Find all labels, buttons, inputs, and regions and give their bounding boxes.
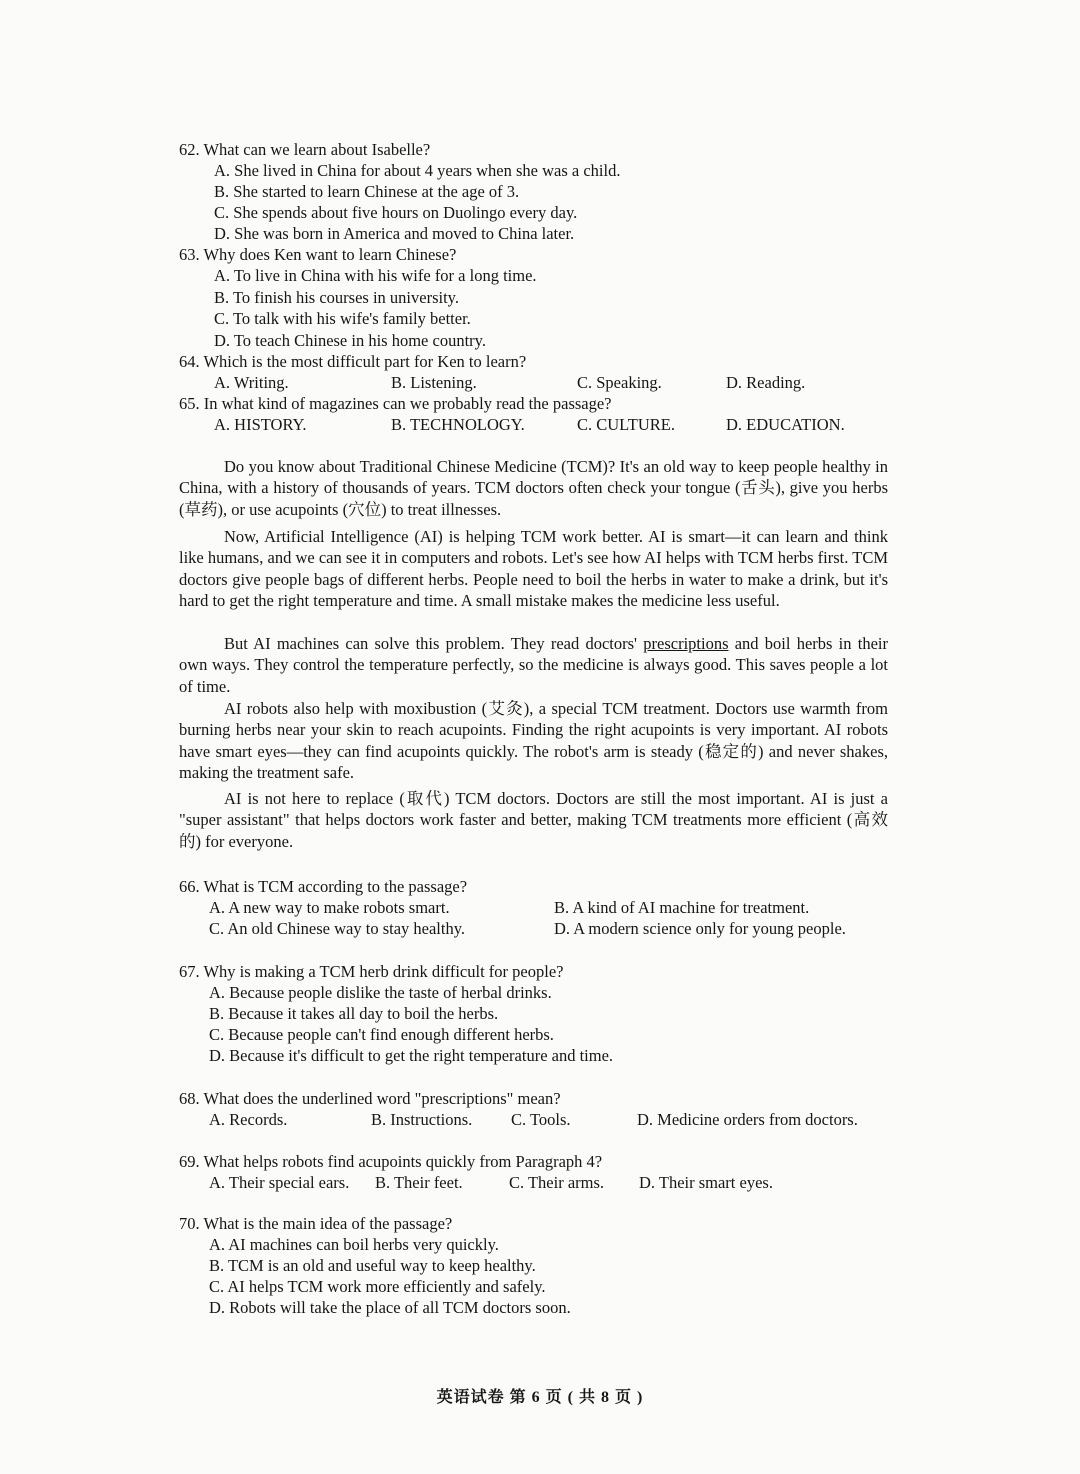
question-70-option-c: C. AI helps TCM work more efficiently and safely. — [209, 1277, 546, 1296]
question-67-option-b: B. Because it takes all day to boil the herbs. — [209, 1004, 499, 1023]
question-68-option-d: D. Medicine orders from doctors. — [637, 1110, 858, 1129]
question-65-option-a: A. HISTORY. — [214, 415, 307, 434]
question-70-option-d: D. Robots will take the place of all TCM doctors soon. — [209, 1298, 571, 1317]
question-68-option-c: C. Tools. — [511, 1110, 571, 1129]
question-62-option-c: C. She spends about five hours on Duolingo every day. — [214, 203, 578, 222]
passage-paragraph-3 — [179, 633, 888, 697]
question-69-stem: 69. What helps robots find acupoints quickly from Paragraph 4? — [179, 1152, 603, 1171]
question-64-option-c: C. Speaking. — [577, 373, 662, 392]
question-66-option-b: B. A kind of AI machine for treatment. — [554, 898, 810, 917]
question-65-option-c: C. CULTURE. — [577, 415, 675, 434]
question-66-option-c: C. An old Chinese way to stay healthy. — [209, 919, 466, 938]
question-69-option-a: A. Their special ears. — [209, 1173, 350, 1192]
question-70-stem: 70. What is the main idea of the passage? — [179, 1214, 453, 1233]
question-63-stem: 63. Why does Ken want to learn Chinese? — [179, 245, 457, 264]
question-62-option-a: A. She lived in China for about 4 years when she was a child. — [214, 161, 621, 180]
question-67-option-c: C. Because people can't find enough different herbs. — [209, 1025, 554, 1044]
question-69-option-d: D. Their smart eyes. — [639, 1173, 773, 1192]
question-68-option-a: A. Records. — [209, 1110, 288, 1129]
question-62-stem: 62. What can we learn about Isabelle? — [179, 140, 431, 159]
question-69-option-b: B. Their feet. — [375, 1173, 463, 1192]
question-66-option-d: D. A modern science only for young people. — [554, 919, 846, 938]
question-69-option-c: C. Their arms. — [509, 1173, 605, 1192]
question-65-option-b: B. TECHNOLOGY. — [391, 415, 525, 434]
question-63-option-a: A. To live in China with his wife for a long time. — [214, 266, 537, 285]
question-64-option-a: A. Writing. — [214, 373, 289, 392]
underlined-word-prescriptions: prescriptions — [643, 634, 729, 653]
passage-paragraph-3-part-1: But AI machines can solve this problem. They read doctors' — [224, 634, 644, 653]
question-67-stem: 67. Why is making a TCM herb drink difficult for people? — [179, 962, 564, 981]
question-70-option-a: A. AI machines can boil herbs very quickly. — [209, 1235, 499, 1254]
question-63-option-b: B. To finish his courses in university. — [214, 288, 459, 307]
passage-paragraph-1: Do you know about Traditional Chinese Medicine (TCM)? It's an old way to keep people healthy in China, with a history of thousands of years. TCM doctors often check your tongue (舌头), give you herbs (草药), or use acupoints (穴位) to treat illnesses. — [179, 457, 888, 519]
question-68-option-b: B. Instructions. — [371, 1110, 473, 1129]
question-64-option-b: B. Listening. — [391, 373, 477, 392]
passage-paragraph-4: AI robots also help with moxibustion (艾灸), a special TCM treatment. Doctors use warmth from burning herbs near your skin to reach acupoints. Finding the right acupoints is very important. AI robots have smart eyes—they can find acupoints quickly. The robot's arm is steady (稳定的) and never shakes, making the treatment safe. — [179, 699, 888, 783]
passage-paragraph-3-part-2: and boil herbs in their own ways. They control the temperature perfectly, so the medicine is always good. This saves people a lot of time. — [179, 634, 888, 696]
question-64-stem: 64. Which is the most difficult part for Ken to learn? — [179, 352, 527, 371]
question-64-option-d: D. Reading. — [726, 373, 806, 392]
question-66-option-a: A. A new way to make robots smart. — [209, 898, 450, 917]
question-62-option-d: D. She was born in America and moved to China later. — [214, 224, 575, 243]
page-footer: 英语试卷 第 6 页 ( 共 8 页 ) — [436, 1389, 644, 1406]
question-70-option-b: B. TCM is an old and useful way to keep healthy. — [209, 1256, 536, 1275]
question-67-option-a: A. Because people dislike the taste of herbal drinks. — [209, 983, 552, 1002]
question-68-stem: 68. What does the underlined word "prescriptions" mean? — [179, 1089, 561, 1108]
question-66-stem: 66. What is TCM according to the passage? — [179, 877, 468, 896]
passage-paragraph-2: Now, Artificial Intelligence (AI) is helping TCM work better. AI is smart—it can learn and think like humans, and we can see it in computers and robots. Let's see how AI helps with TCM herbs first. TCM doctors give people bags of different herbs. People need to boil the herbs in water to make a drink, but it's hard to get the right temperature and time. A small mistake makes the medicine less useful. — [179, 527, 888, 611]
question-62-option-b: B. She started to learn Chinese at the age of 3. — [214, 182, 520, 201]
passage-paragraph-5: AI is not here to replace (取代) TCM doctors. Doctors are still the most important. AI is just a "super assistant" that helps doctors work faster and better, making TCM treatments more efficient (高效的) for everyone. — [179, 789, 888, 851]
question-65-stem: 65. In what kind of magazines can we probably read the passage? — [179, 394, 612, 413]
question-63-option-c: C. To talk with his wife's family better. — [214, 309, 471, 328]
question-67-option-d: D. Because it's difficult to get the right temperature and time. — [209, 1046, 614, 1065]
question-65-option-d: D. EDUCATION. — [726, 415, 845, 434]
question-63-option-d: D. To teach Chinese in his home country. — [214, 331, 486, 350]
